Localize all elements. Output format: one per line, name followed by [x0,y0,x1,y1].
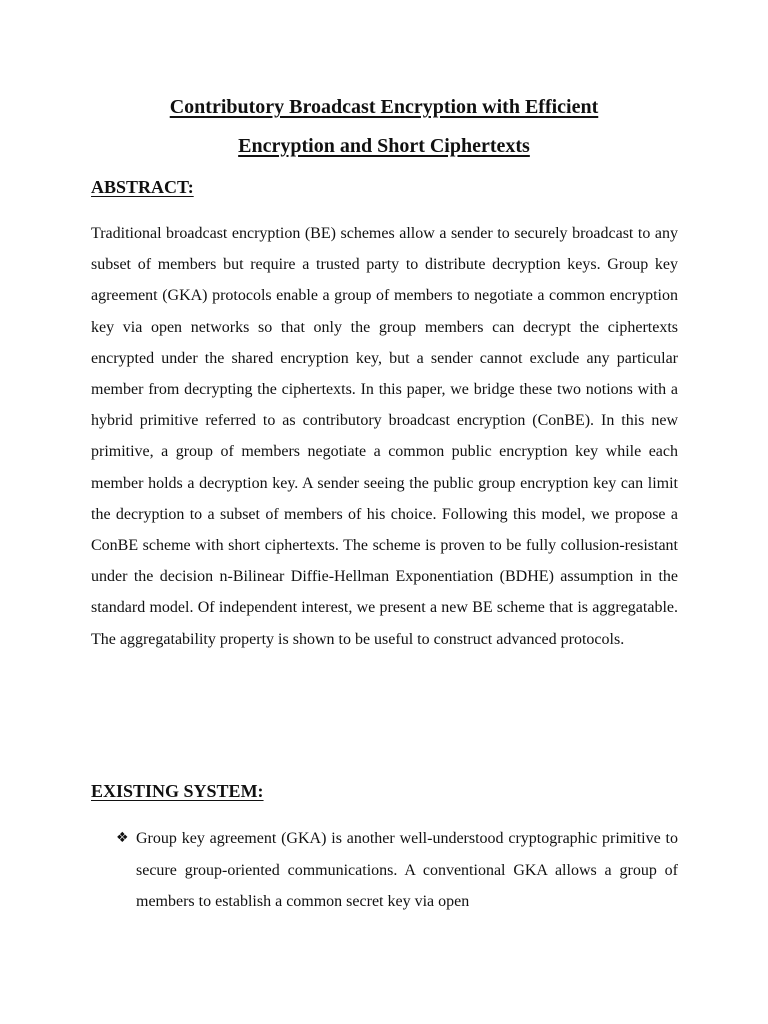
existing-system-heading: EXISTING SYSTEM: [91,781,264,801]
list-item [116,823,678,918]
abstract-paragraph: Traditional broadcast encryption (BE) schemes allow a sender to securely broadcast to any subset of members but require a trusted party to distribute decryption keys. Group key agreement (GKA) protocols enable a group of members to negotiate a common encryption key via open networks so that only the group members can decrypt the ciphertexts encrypted under the shared encryption key, but a sender cannot exclude any particular member from decrypting the ciphertexts. In this paper, we bridge these two notions with a hybrid primitive referred to as contributory broadcast encryption (ConBE). In this new primitive, a group of members negotiate a common public encryption key while each member holds a decryption key. A sender seeing the public group encryption key can limit the decryption to a subset of members of his choice. Following this model, we propose a ConBE scheme with short ciphertexts. The scheme is proven to be fully collusion-resistant under the decision n-Bilinear Diffie-Hellman Exponentiation (BDHE) assumption in the standard model. Of independent interest, we present a new BE scheme that is aggregatable. The aggregatability property is shown to be useful to construct advanced protocols. [91,225,678,648]
bullet-text: Group key agreement (GKA) is another well-understood cryptographic primitive to secure group-oriented communications. A conventional GKA allows a group of members to establish a common secret key via open [136,830,678,910]
abstract-heading: ABSTRACT: [91,177,194,197]
diamond-bullet-icon: ❖ [116,830,129,846]
existing-system-bullet-list [116,823,678,918]
document-title-line-1: Contributory Broadcast Encryption with Efficient [169,96,599,118]
document-title-line-2: Encryption and Short Ciphertexts [238,135,530,157]
